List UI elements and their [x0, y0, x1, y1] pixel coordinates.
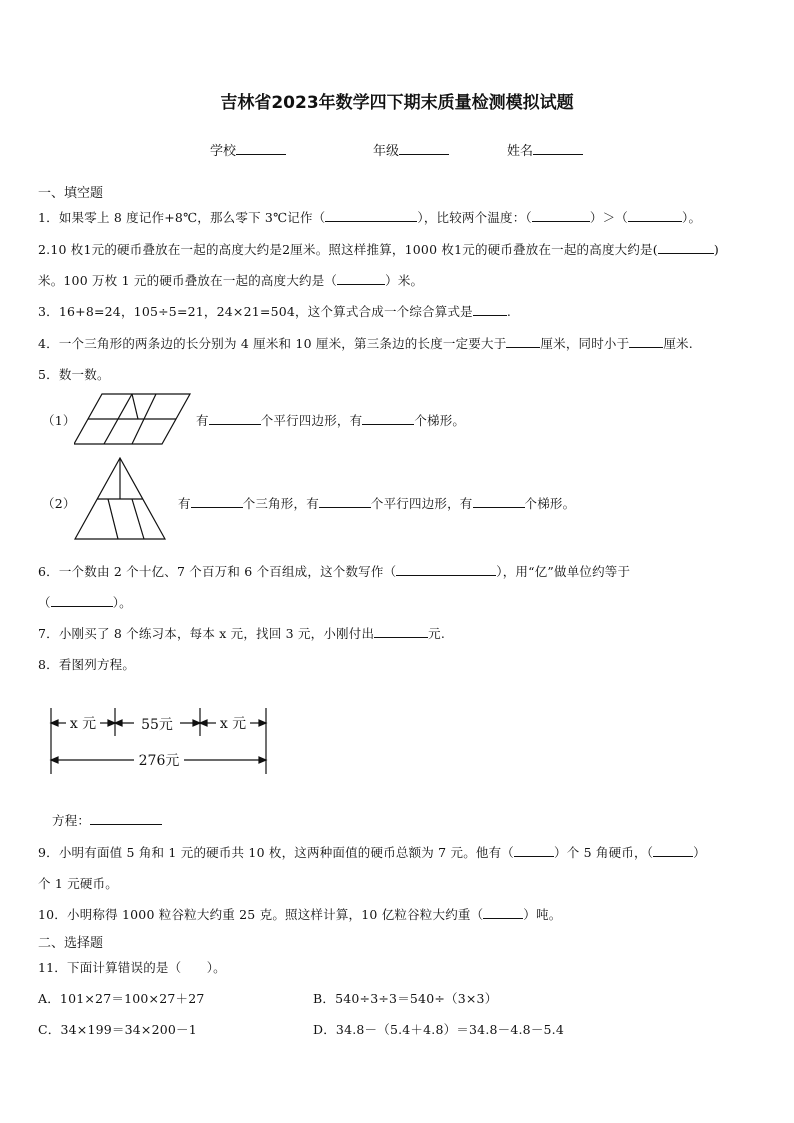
q5-p1-text-c: 个梯形。 [414, 413, 466, 428]
q11-option-b[interactable]: B．540÷3÷3＝540÷（3×3） [313, 991, 498, 1006]
q5-part1-text [196, 411, 465, 429]
question-1 [38, 208, 701, 226]
q2-text-d: ）米。 [385, 273, 424, 288]
section-multiple-choice: 二、选择题 [38, 936, 104, 951]
q9-text-b: ）个 5 角硬币，（ [554, 845, 654, 860]
arrow-seg3-left [200, 720, 207, 726]
q4-text-c: 厘米. [663, 336, 693, 351]
q4-blank-2[interactable] [629, 335, 663, 348]
q5-label: 5．数一数。 [38, 367, 110, 382]
q10-text-b: ）吨。 [523, 907, 562, 922]
q3-text-b: . [506, 304, 512, 319]
q5-p1-blank-1[interactable] [209, 412, 261, 425]
arrow-seg2-left [115, 720, 122, 726]
q5-part2-text [178, 494, 575, 512]
arrow-total-right [259, 757, 266, 763]
q2-text-b: ) [713, 242, 719, 257]
q4-text-b: 厘米，同时小于 [540, 336, 630, 351]
question-11-stem: 11．下面计算错误的是（ ）。 [38, 960, 226, 975]
q6-text-d: ）。 [112, 595, 132, 610]
question-6-line-1 [38, 562, 630, 580]
name-blank[interactable] [533, 142, 583, 155]
question-3 [38, 302, 511, 320]
q6-text-b: ），用“亿”做单位约等于 [496, 564, 631, 579]
question-2-line-1 [38, 240, 719, 258]
q2-blank-1[interactable] [658, 241, 714, 254]
school-label: 学校 [210, 144, 237, 159]
parallelogram-figure [74, 393, 192, 445]
q4-text-a: 4．一个三角形的两条边的长分别为 4 厘米和 10 厘米，第三条边的长度一定要大于 [38, 336, 507, 351]
q5-p1-blank-2[interactable] [362, 412, 414, 425]
question-9-line-2: 个 1 元硬币。 [38, 876, 118, 891]
q1-text-b: ），比较两个温度：（ [417, 210, 532, 225]
line-segment-diagram [48, 706, 270, 776]
section-fill-blank: 一、填空题 [38, 186, 104, 201]
q6-blank-2[interactable] [51, 594, 113, 607]
seg1-label: x 元 [69, 716, 97, 732]
q5-part2-number: （2） [42, 496, 76, 511]
q5-p1-text-a: 有 [196, 413, 209, 428]
q7-text-b: 元. [428, 626, 446, 641]
q1-blank-1[interactable] [325, 209, 417, 222]
q1-text-c: ）＞（ [589, 210, 628, 225]
q5-p2-text-b: 个三角形，有 [242, 496, 319, 511]
q9-text-a: 9．小明有面值 5 角和 1 元的硬币共 10 枚，这两种面值的硬币总额为 7 元。他有（ [38, 845, 515, 860]
figure2-divider-b [132, 499, 144, 539]
q8-answer [52, 811, 162, 829]
q8-label: 8．看图列方程。 [38, 657, 136, 672]
question-9-line-1 [38, 843, 706, 861]
q9-text-c: ） [693, 845, 706, 860]
q1-blank-2[interactable] [532, 209, 590, 222]
q5-p2-blank-2[interactable] [319, 495, 371, 508]
grade-blank[interactable] [399, 142, 449, 155]
question-2-line-2 [38, 271, 423, 289]
grade-label: 年级 [373, 144, 400, 159]
q5-part1-number: （1） [42, 413, 76, 428]
page-title: 吉林省2023年数学四下期末质量检测模拟试题 [220, 93, 574, 113]
q10-blank[interactable] [483, 906, 523, 919]
q1-text-a: 1．如果零上 8 度记作+8℃，那么零下 3℃记作（ [38, 210, 326, 225]
grade-field [373, 140, 449, 159]
q5-p2-text-a: 有 [178, 496, 191, 511]
q9-blank-2[interactable] [653, 844, 693, 857]
q5-p2-blank-3[interactable] [473, 495, 525, 508]
total-label: 276元 [138, 753, 180, 769]
q5-p2-text-c: 个平行四边形，有 [370, 496, 473, 511]
figure1-diag-a [132, 394, 138, 419]
question-7 [38, 624, 445, 642]
q4-blank-1[interactable] [506, 335, 540, 348]
q7-blank[interactable] [374, 625, 428, 638]
school-blank[interactable] [236, 142, 286, 155]
q2-text-c: 米。100 万枚 1 元的硬币叠放在一起的高度大约是（ [38, 273, 338, 288]
q5-p2-blank-1[interactable] [191, 495, 243, 508]
q6-text-c: （ [38, 595, 51, 610]
q9-blank-1[interactable] [514, 844, 554, 857]
q5-p2-text-d: 个梯形。 [524, 496, 576, 511]
q6-text-a: 6．一个数由 2 个十亿、7 个百万和 6 个百组成，这个数写作（ [38, 564, 397, 579]
name-label: 姓名 [507, 144, 534, 159]
question-6-line-2 [38, 593, 132, 611]
q11-option-a[interactable]: A．101×27＝100×27＋27 [38, 991, 205, 1006]
question-4 [38, 334, 693, 352]
q1-text-d: ）。 [682, 210, 702, 225]
q7-text-a: 7．小刚买了 8 个练习本，每本 x 元，找回 3 元，小刚付出 [38, 626, 375, 641]
arrow-total-left [51, 757, 58, 763]
question-10 [38, 905, 561, 923]
q11-option-c[interactable]: C．34×199＝34×200－1 [38, 1022, 197, 1037]
q10-text-a: 10．小明称得 1000 粒谷粒大约重 25 克。照这样计算，10 亿粒谷粒大约重（ [38, 907, 484, 922]
q1-blank-3[interactable] [628, 209, 682, 222]
q8-answer-label: 方程： [52, 813, 91, 828]
seg2-label: 55元 [141, 717, 173, 733]
q8-answer-blank[interactable] [90, 812, 162, 825]
q3-blank[interactable] [473, 303, 507, 316]
q2-blank-2[interactable] [337, 272, 385, 285]
triangle-figure [74, 457, 166, 541]
seg3-label: x 元 [219, 716, 247, 732]
q6-blank-1[interactable] [396, 563, 496, 576]
arrow-seg3-right [259, 720, 266, 726]
arrow-seg1-left [51, 720, 58, 726]
school-field [210, 140, 286, 159]
q3-text-a: 3．16+8=24，105÷5=21，24×21=504，这个算式合成一个综合算式是 [38, 304, 473, 319]
q5-p1-text-b: 个平行四边形，有 [260, 413, 363, 428]
name-field [507, 140, 583, 159]
q11-option-d[interactable]: D．34.8－（5.4＋4.8）＝34.8－4.8－5.4 [313, 1022, 565, 1037]
figure2-divider-a [108, 499, 118, 539]
q2-text-a: 2.10 枚1元的硬币叠放在一起的高度大约是2厘米。照这样推算，1000 枚1元的硬币叠放在一起的高度大约是( [38, 242, 658, 257]
